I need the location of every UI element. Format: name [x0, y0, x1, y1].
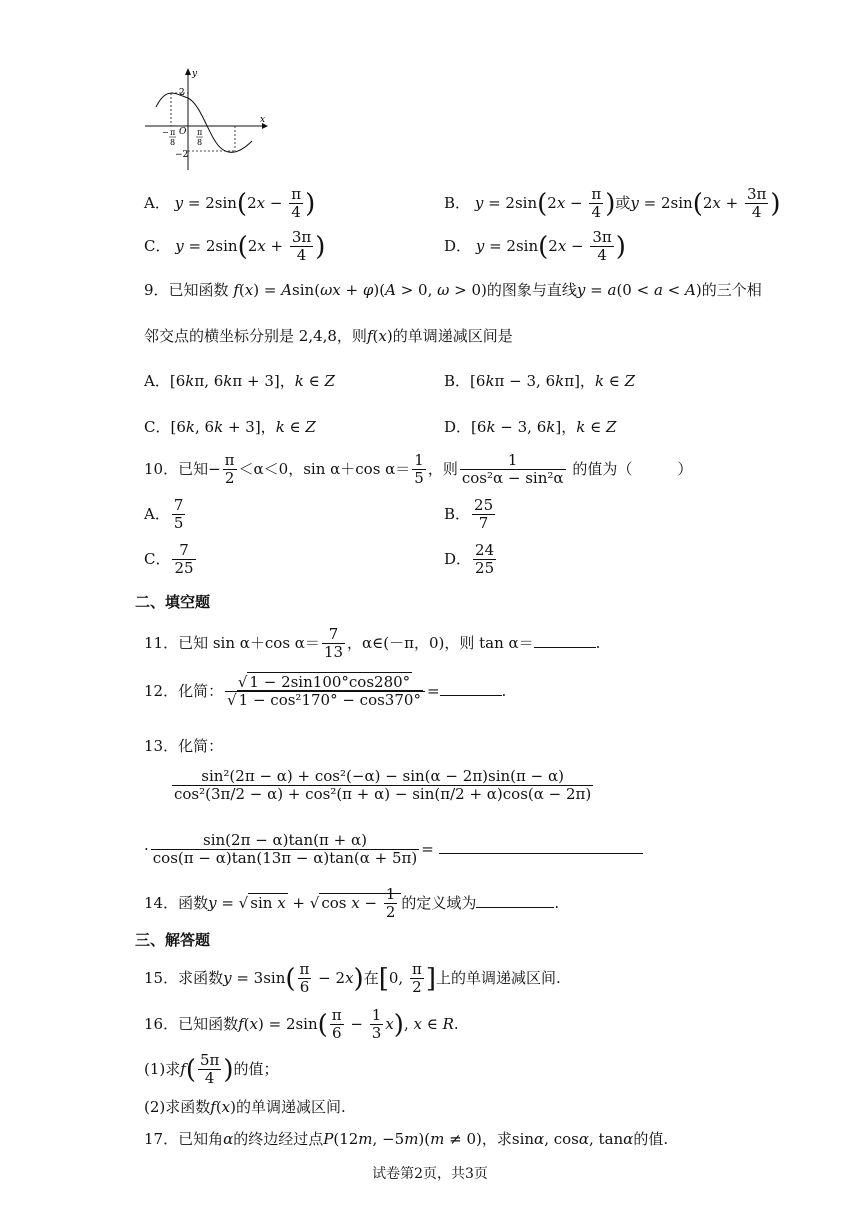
q8-option-c[interactable]: C． y = 2sin(2x + $\frac{3\pi}{4}$ ) [144, 228, 326, 265]
q9-stem-line2: 邻交点的横坐标分别是 2,4,8，则f(x)的单调递减区间是 [144, 327, 513, 345]
x-left-sign: − [162, 128, 169, 137]
q16: 16．已知函数f(x) = 2sin( $\frac{\pi}{6}$ − $\frac{1}{3}$ x), x ∈ R. [144, 1006, 459, 1043]
q10-option-c[interactable]: C． $\frac{7}{25}$ [144, 541, 194, 578]
q13: 13．化简： [144, 737, 224, 755]
x-label: x [260, 115, 266, 125]
q13-answer-blank[interactable] [439, 853, 643, 854]
q9-stem: 9．已知函数 f(x) = Asin(ωx + φ)(A > 0, ω > 0)的图象与直线y = a(0 < a < A)的三个相 [144, 281, 762, 299]
page-footer: 试卷第2页，共3页 [372, 1166, 488, 1182]
y-label: y [192, 69, 198, 79]
y-axis-arrow [185, 68, 191, 75]
q9-option-d[interactable]: D．[6k − 3, 6k]，k ∈ Z [444, 418, 617, 436]
q12-answer-blank[interactable] [440, 695, 502, 696]
x-right-den: 8 [197, 138, 203, 147]
q15: 15．求函数y = 3sin( $\frac{\pi}{6}$ − 2x)在[0, $\frac{\pi}{2}$ ]上的单调递减区间. [144, 960, 561, 997]
sine-graph [140, 65, 275, 175]
y-bottom-label: −2 [175, 150, 189, 160]
q8-option-b[interactable]: B． y = 2sin(2x − $\frac{\pi}{4}$ )或y = 2sin(2x + $\frac{3\pi}{4}$ ) [444, 185, 781, 222]
q9-option-b[interactable]: B．[6kπ − 3, 6kπ]，k ∈ Z [444, 372, 636, 390]
q10-option-a[interactable]: A． $\frac{7}{5}$ [144, 496, 184, 533]
q13-expression-1: $\frac{\text{sin²(2π − α) + cos²(−α) − sin(α − 2π)sin(π − α)}}{\text{cos²(3π/2 − α) + cos²(π + α) − sin(π/2 + α)cos(α − 2π)}}$ [174, 767, 592, 804]
section-heading-fill-in: 二、填空题 [135, 593, 211, 611]
q17: 17．已知角α的终边经过点P(12m, −5m)(m ≠ 0)，求sinα, cosα, tanα的值. [144, 1130, 669, 1148]
q10-stem: 10．已知− $\frac{\pi}{2}$ ＜α＜0，sin α＋cos α＝ $\frac{1}{5}$ ，则 $\frac{1}{\text{cos²α − sin²α}}$ 的值为（ ） [144, 451, 693, 488]
q16-part1: (1)求f( $\frac{5\pi}{4}$ )的值； [144, 1051, 279, 1088]
x-left-den: 8 [170, 138, 176, 147]
q11-answer-blank[interactable] [534, 647, 596, 648]
section-heading-solution: 三、解答题 [135, 931, 211, 949]
q14: 14．函数y = √ sin x + √ cos x − $\frac{1}{2}$ 的定义域为 . [144, 885, 560, 922]
q9-option-c[interactable]: C．[6k, 6k + 3]，k ∈ Z [144, 418, 316, 436]
q12: 12．化简： $\frac{√ 1 - 2\sin 100^\circ\cos 280^\circ}{\text{√ 1 − cos²170° − cos370°}}$ = . [144, 673, 507, 710]
q13-expression-2: · $\frac{\sin(2\pi - \alpha)\tan(\pi + \alpha)}{\cos(\pi - \alpha)\tan(13\pi - \alpha)\tan(\alpha + 5\pi)}$ = [144, 832, 643, 868]
q16-part2: (2)求函数f(x)的单调递减区间. [144, 1098, 346, 1116]
y-top-label: 2 [179, 88, 185, 98]
q8-option-a[interactable]: A． y = 2sin(2x − $\frac{\pi}{4}$ ) [144, 185, 316, 222]
q14-answer-blank[interactable] [476, 907, 554, 908]
q8-option-d[interactable]: D． y = 2sin(2x − $\frac{3\pi}{4}$ ) [444, 228, 626, 265]
q9-option-a[interactable]: A．[6kπ, 6kπ + 3]，k ∈ Z [144, 372, 335, 390]
origin-label: O [179, 127, 187, 137]
q10-option-b[interactable]: B． $\frac{25}{7}$ [444, 496, 494, 533]
q10-option-d[interactable]: D． $\frac{24}{25}$ [444, 541, 495, 578]
x-right-num: π [197, 128, 203, 137]
q11: 11．已知 sin α＋cos α＝ $\frac{7}{13}$ ，α∈(－π，0)，则 tan α＝ . [144, 625, 601, 662]
x-left-num: π [170, 128, 176, 137]
